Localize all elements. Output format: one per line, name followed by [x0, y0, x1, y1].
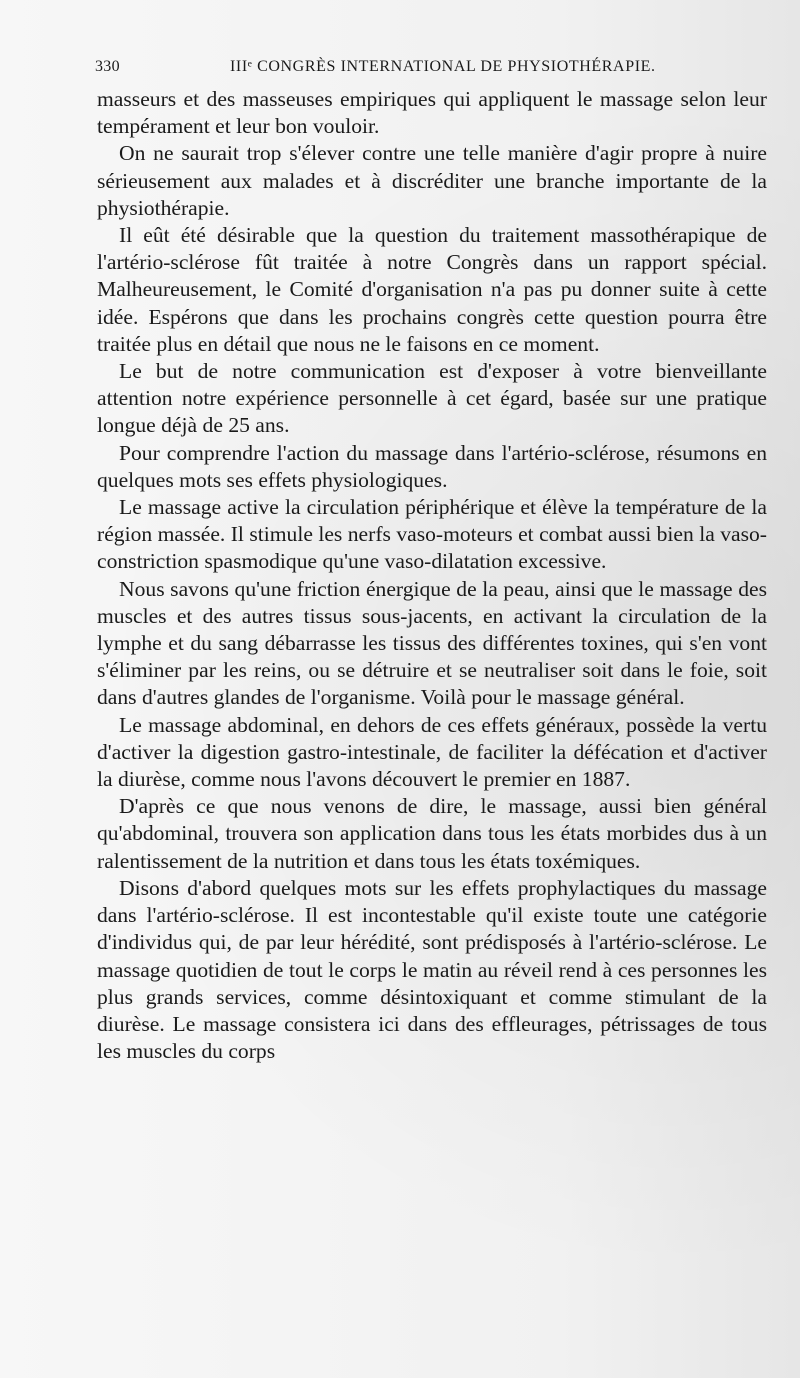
page-number: 330 — [95, 58, 120, 75]
paragraph: Nous savons qu'une friction énergique de la peau, ainsi que le massage des muscles et des autres tissus sous-jacents, en activant la circulation de la lymphe et du sang débarrasse les tissus des différentes toxines, qui s'en vont s'éliminer par les reins, ou se détruire et se neutraliser soit dans le foie, soit dans d'autres glandes de l'organisme. Voilà pour le massage général. — [97, 576, 767, 710]
paragraph: Le but de notre communication est d'exposer à votre bienveillante attention notre expérience personnelle à cet égard, basée sur une pratique longue déjà de 25 ans. — [97, 359, 767, 438]
paragraph: Disons d'abord quelques mots sur les effets prophylactiques du massage dans l'artério-sclérose. Il est incontestable qu'il existe toute une catégorie d'individus qui, de par leur hérédité, sont prédisposés à l'artério-sclérose. Le massage quotidien de tout le corps le matin au réveil rend à ces personnes les plus grands services, comme désintoxiquant et comme stimulant de la diurèse. Le massage consistera ici dans des effleurages, pétrissages de tous les muscles du corps — [97, 875, 767, 1064]
paragraph: Il eût été désirable que la question du traitement massothérapique de l'artério-sclérose fût traitée à notre Congrès dans un rapport spécial. Malheureusement, le Comité d'organisation n'a pas pu donner suite à cette idée. Espérons que dans les prochains congrès cette question pourra être traitée plus en détail que nous ne le faisons en ce moment. — [97, 223, 767, 356]
paragraph: Le massage abdominal, en dehors de ces effets généraux, possède la vertu d'activer la digestion gastro-intestinale, de faciliter la défécation et d'activer la diurèse, comme nous l'avons découvert le premier en 1887. — [97, 712, 767, 792]
paragraph: On ne saurait trop s'élever contre une telle manière d'agir propre à nuire sérieusement aux malades et à discréditer une branche importante de la physiothérapie. — [97, 141, 767, 220]
paragraph: masseurs et des masseuses empiriques qui appliquent le massage selon leur tempérament et leur bon vouloir. — [97, 87, 767, 139]
body-text — [97, 86, 767, 1065]
page-header — [95, 58, 745, 84]
paragraph: Pour comprendre l'action du massage dans l'artério-sclérose, résumons en quelques mots ses effets physiologiques. — [97, 440, 767, 492]
paragraph: D'après ce que nous venons de dire, le massage, aussi bien général qu'abdominal, trouvera son application dans tous les états morbides dus à un ralentissement de la nutrition et dans tous les états toxémiques. — [97, 794, 767, 873]
running-head: IIIᵉ CONGRÈS INTERNATIONAL DE PHYSIOTHÉRAPIE. — [230, 58, 656, 75]
paragraph: Le massage active la circulation périphérique et élève la température de la région massée. Il stimule les nerfs vaso-moteurs et combat aussi bien la vaso-constriction spasmodique qu'une vaso-dilatation excessive. — [97, 495, 767, 574]
